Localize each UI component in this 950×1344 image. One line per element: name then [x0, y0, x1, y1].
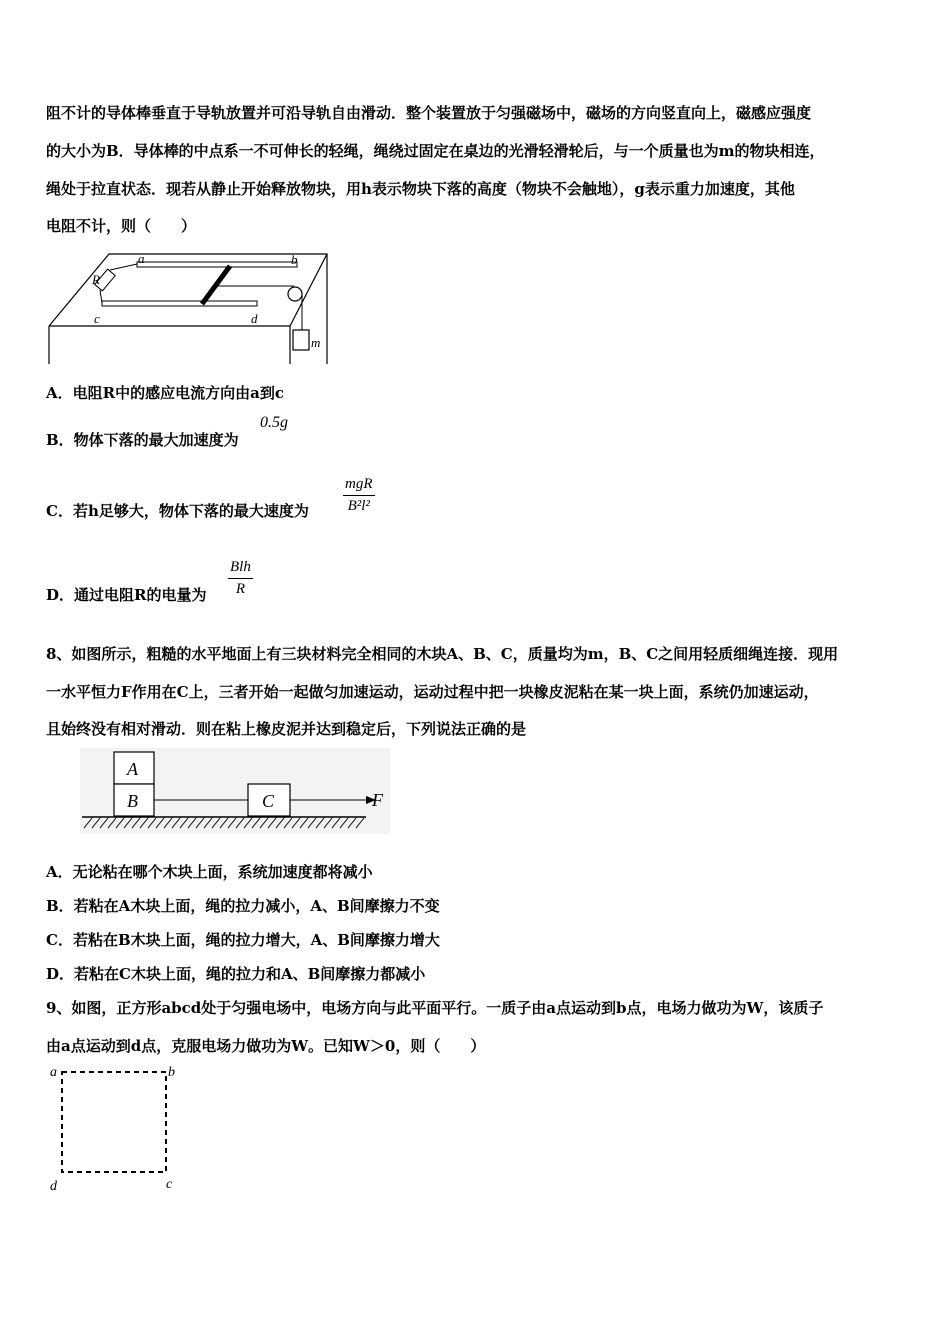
q7-label-b: b [291, 252, 298, 267]
q9-label-a: a [50, 1065, 57, 1080]
q7-option-d-numerator: Blh [228, 559, 253, 579]
q8-line-3: 且始终没有相对滑动．则在粘上橡皮泥并达到稳定后，下列说法正确的是 [46, 720, 527, 738]
q7-line-1: 阻不计的导体棒垂直于导轨放置并可沿导轨自由滑动．整个装置放于匀强磁场中，磁场的方向竖直向上，磁感应强度 [46, 104, 812, 122]
q7-line-3: 绳处于拉直状态．现若从静止开始释放物块，用h表示物块下落的高度（物块不会触地），g表示重力加速度，其他 [46, 180, 795, 198]
q7-rail-figure [44, 246, 344, 366]
q7-option-c-denominator: B²l² [347, 498, 370, 514]
q9-label-c: c [166, 1177, 173, 1192]
q7-label-a: a [138, 251, 145, 266]
q7-option-d-denominator: R [235, 581, 245, 597]
q9-label-d: d [50, 1179, 57, 1194]
q9-label-b: b [168, 1065, 175, 1080]
q8-line-2: 一水平恒力F作用在C上，三者开始一起做匀加速运动，运动过程中把一块橡皮泥粘在某一块上面，系统仍加速运动， [46, 683, 819, 701]
q8-label-C: C [262, 791, 275, 811]
q9-line-2: 由a点运动到d点，克服电场力做功为W。已知W＞0，则（ ） [46, 1037, 486, 1055]
q8-blocks-figure [80, 748, 390, 834]
q8-option-c: C．若粘在B木块上面，绳的拉力增大，A、B间摩擦力增大 [46, 931, 440, 949]
q8-option-a: A．无论粘在哪个木块上面，系统加速度都将减小 [46, 863, 373, 881]
q7-option-d: D．通过电阻R的电量为 [46, 586, 207, 604]
q8-label-B: B [127, 791, 138, 811]
q9-line-1: 9、如图，正方形abcd处于匀强电场中，电场方向与此平面平行。一质子由a点运动到b点，电场力做功为W，该质子 [46, 999, 824, 1017]
q7-label-c: c [94, 311, 100, 326]
q7-label-d: d [251, 311, 258, 326]
q7-label-R: R [92, 272, 100, 287]
q7-label-m: m [311, 335, 321, 350]
q7-option-b: B．物体下落的最大加速度为 [46, 431, 239, 449]
q7-option-a: A．电阻R中的感应电流方向由a到c [46, 384, 284, 402]
q8-line-1: 8、如图所示，粗糙的水平地面上有三块材料完全相同的木块A、B、C，质量均为m，B、C之间用轻质细绳连接．现用 [46, 645, 839, 663]
q7-option-d-fraction [228, 559, 253, 598]
q7-line-4: 电阻不计，则（ ） [46, 217, 197, 235]
q7-option-c-fraction [343, 476, 375, 515]
q8-label-F: F [372, 790, 383, 810]
q9-square-figure [46, 1064, 186, 1194]
q7-option-c: C．若h足够大，物体下落的最大速度为 [46, 502, 309, 520]
q7-option-c-numerator: mgR [343, 476, 375, 496]
q7-line-2: 的大小为B．导体棒的中点系一不可伸长的轻绳，绳绕过固定在桌边的光滑轻滑轮后，与一个质量也为m的物块相连， [46, 142, 825, 160]
q8-option-d: D．若粘在C木块上面，绳的拉力和A、B间摩擦力都减小 [46, 965, 426, 983]
q8-label-A: A [127, 759, 138, 779]
q7-option-b-expr: 0.5g [260, 414, 288, 431]
q8-option-b: B．若粘在A木块上面，绳的拉力减小，A、B间摩擦力不变 [46, 897, 440, 915]
